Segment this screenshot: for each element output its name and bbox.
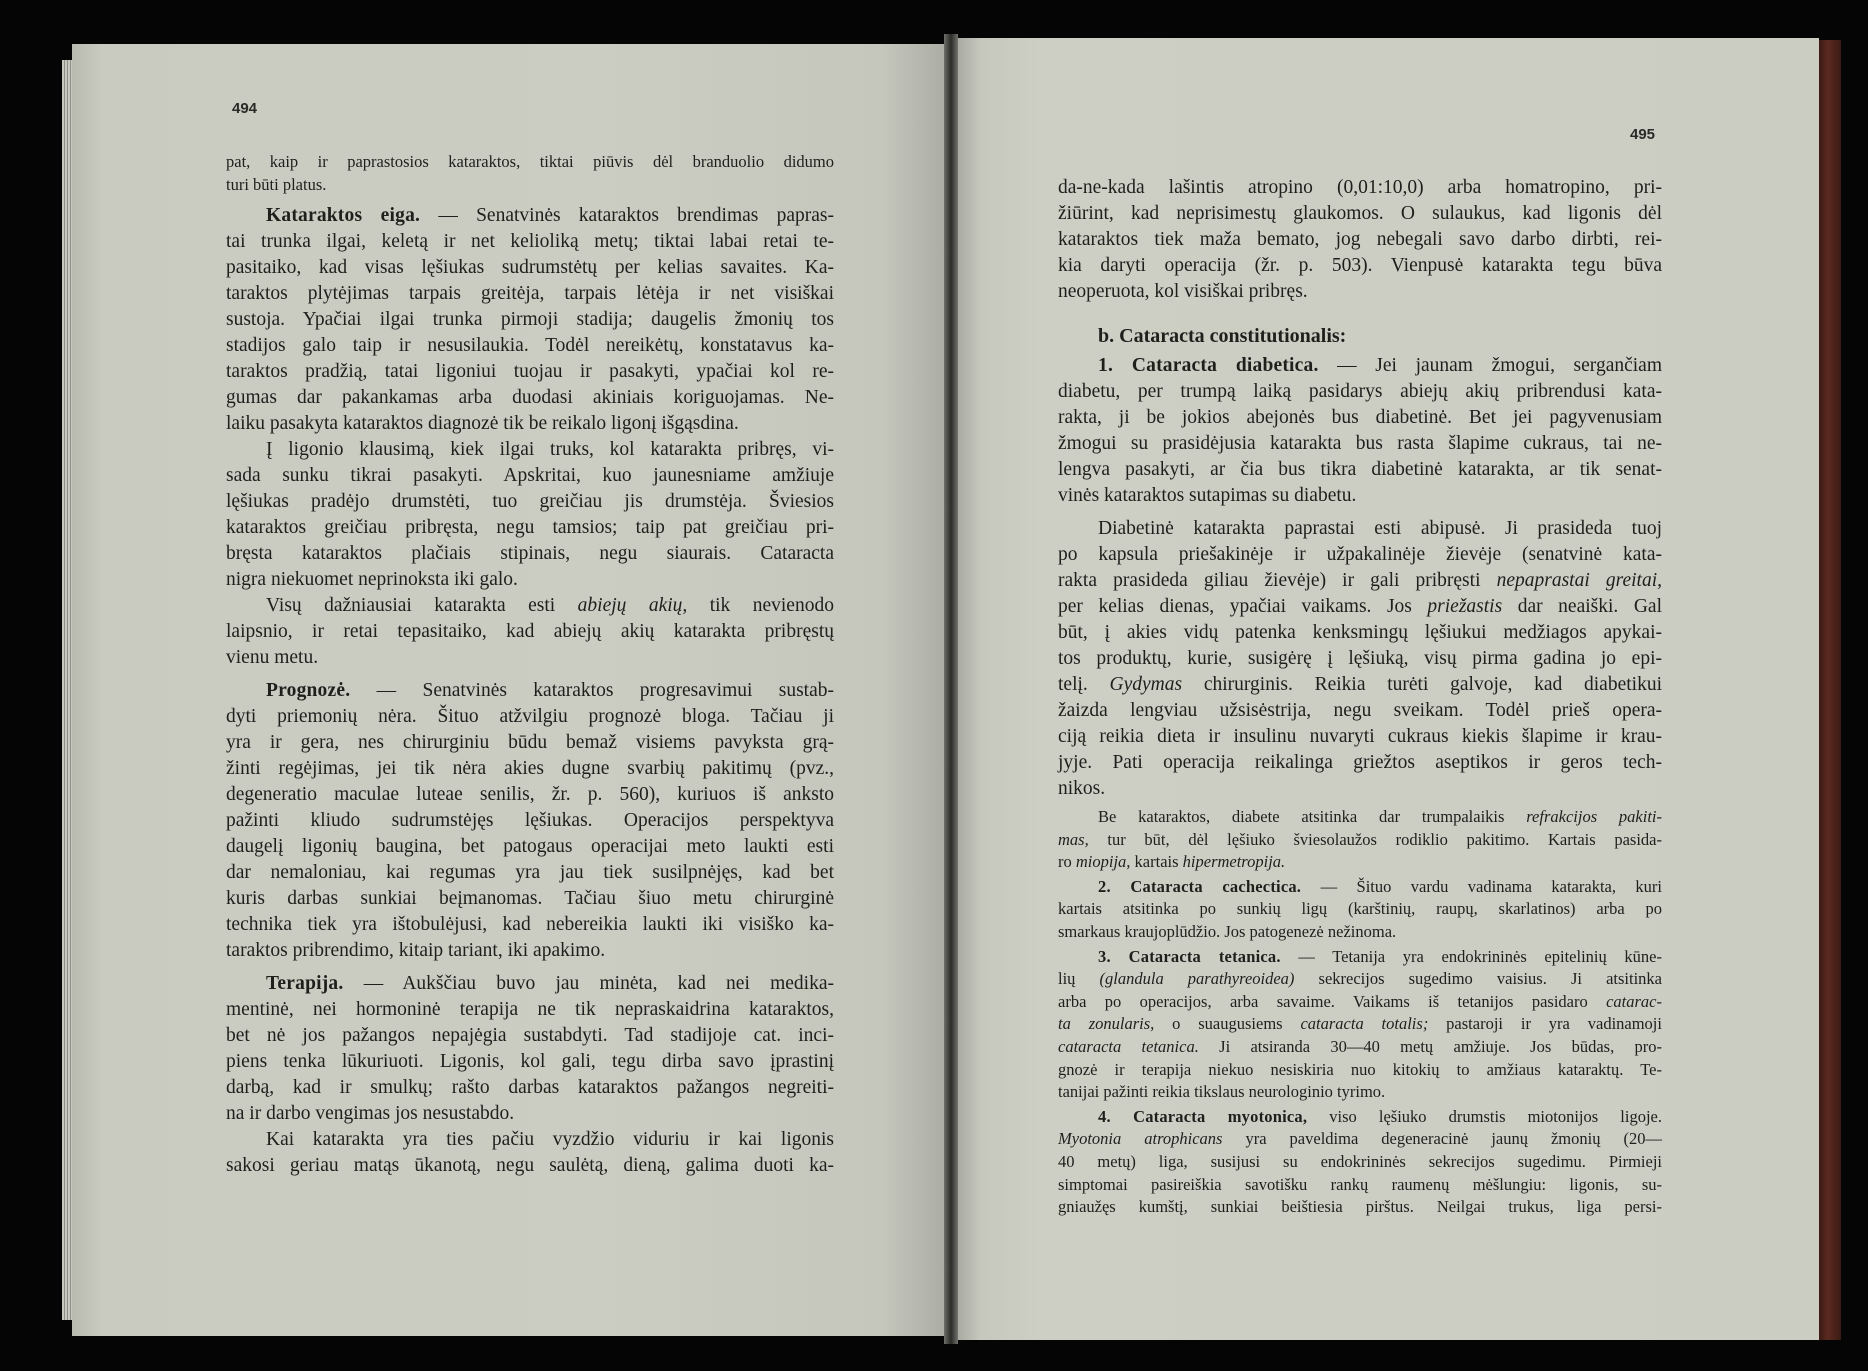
text-run: darbą, kad ir smulkų; rašto darbas kataraktos pažangos negreiti- xyxy=(226,1077,834,1099)
text-run: dar neaiški. Gal xyxy=(1502,596,1662,617)
paragraph xyxy=(226,203,834,437)
text-run: pastaroji ir yra vadinamoji xyxy=(1428,1014,1662,1034)
text-line xyxy=(1058,201,1662,227)
text-run: tos produktų, kurie, susigėrę į lęšiuką, visų pirma gadina jo epi- xyxy=(1058,648,1662,669)
text-line xyxy=(1058,1106,1662,1129)
text-line xyxy=(226,463,834,489)
paragraph xyxy=(1058,353,1662,509)
text-run: — Aukščiau buvo jau minėta, kad nei medika- xyxy=(343,973,834,995)
text-run: rakta prasideda giliau žievėje) ir gali pribręsti xyxy=(1058,570,1497,591)
text-line xyxy=(226,307,834,333)
text-line xyxy=(1058,279,1662,305)
paragraph xyxy=(1058,806,1662,874)
text-run: — Šituo vardu vadinama katarakta, kuri xyxy=(1301,876,1662,896)
text-run: o suaugusiems xyxy=(1154,1014,1301,1034)
italic-run: cataracta tetanica. xyxy=(1058,1036,1199,1056)
text-run: lęšiukas pradėjo drumstėti, tuo greičiau jis drumstėja. Šviesios xyxy=(226,491,834,513)
paragraph xyxy=(226,678,834,964)
text-line xyxy=(226,730,834,756)
bold-run: 4. Cataracta myotonica, xyxy=(1098,1106,1308,1126)
text-run: smarkaus kraujoplūdžio. Jos patogenezė nežinoma. xyxy=(1058,921,1397,941)
italic-run: cataracta totalis; xyxy=(1300,1014,1429,1034)
text-line xyxy=(226,1049,834,1075)
text-run: kartais atsitinka po sunkių ligų (karštinių, raupų, skarlatinos) arba po xyxy=(1058,899,1662,919)
text-line xyxy=(1058,1059,1662,1082)
text-line xyxy=(1058,542,1662,568)
paragraph xyxy=(226,151,834,196)
text-line xyxy=(226,151,834,174)
text-run: taraktos plytėjimas tarpais greitėja, tarpais lėtėja ir net visiškai xyxy=(226,283,834,305)
text-run: telį. xyxy=(1058,674,1110,695)
text-run: nigra niekuomet neprinoksta iki galo. xyxy=(226,569,518,591)
text-line xyxy=(226,203,834,229)
text-line xyxy=(226,229,834,255)
text-run: dyti priemonių nėra. Šituo atžvilgiu prognozė bloga. Tačiau ji xyxy=(226,706,834,728)
text-line xyxy=(226,567,834,593)
text-line xyxy=(226,782,834,808)
text-run: nikos. xyxy=(1058,778,1106,799)
text-line xyxy=(226,756,834,782)
text-run: tur būt, dėl lęšiuko šviesolaužos rodiklio pakitimo. Kartais pasida- xyxy=(1088,829,1662,849)
text-run: gumas dar pakankamas arba duodasi akiniais koriguojamas. Ne- xyxy=(226,387,834,409)
bold-run: Kataraktos eiga. xyxy=(266,205,421,227)
text-run: kartais xyxy=(1130,852,1183,872)
text-run: mentinė, nei hormoninė terapija ne tik nepraskaidrina kataraktos, xyxy=(226,999,834,1021)
text-run: taraktos pradžią, tatai ligoniui tuojau ir pasakyti, ypačiai kol re- xyxy=(226,361,834,383)
text-run: — Jei jaunam žmogui, sergančiam xyxy=(1318,355,1662,376)
italic-run: abiejų akių, xyxy=(577,595,688,617)
italic-run: mas, xyxy=(1058,829,1089,849)
paragraph xyxy=(226,593,834,671)
text-line xyxy=(1058,750,1662,776)
text-run: 40 metų) liga, susijusi su endokrininės sekrecijos sugedimu. Pirmieji xyxy=(1058,1151,1662,1171)
paragraph xyxy=(1058,1106,1662,1219)
book-spine xyxy=(944,34,958,1344)
text-run: jyje. Pati operacija reikalinga griežtos aseptikos ir geros tech- xyxy=(1058,752,1662,773)
text-run: Į ligonio klausimą, kiek ilgai truks, kol katarakta pribręs, vi- xyxy=(266,439,834,461)
text-line xyxy=(1058,806,1662,829)
text-run: daugelį ligonių baugina, bet patogaus operacijai meto laukti esti xyxy=(226,836,834,858)
text-line xyxy=(1058,175,1662,201)
text-run: lių xyxy=(1058,969,1100,989)
text-run: stadijos galo taip ir nesusilaukia. Todėl nereikėtų, konstatavus ka- xyxy=(226,335,834,357)
bold-run: 3. Cataracta tetanica. xyxy=(1098,946,1281,966)
text-line xyxy=(1058,620,1662,646)
text-run: tik nevienodo xyxy=(687,595,834,617)
text-line xyxy=(226,1075,834,1101)
text-line xyxy=(1058,1196,1662,1219)
text-run: — Tetanija yra endokrininės epitelinių kūne- xyxy=(1280,946,1662,966)
paragraph xyxy=(1058,876,1662,944)
text-run: sakosi geriau matąs ūkanotą, negu saulėtą, dieną, galima duoti ka- xyxy=(226,1155,834,1177)
paragraph xyxy=(226,971,834,1127)
right-text-column xyxy=(1058,175,1662,1219)
text-run: vinės kataraktos sutapimas su diabetu. xyxy=(1058,485,1357,506)
text-run: viso lęšiuko drumstis miotonijos ligoje. xyxy=(1307,1106,1662,1126)
book-cover-edge xyxy=(1819,40,1841,1340)
text-line xyxy=(226,411,834,437)
page-number-right: 495 xyxy=(1630,126,1656,143)
text-run: kataraktos greičiau pribręsta, negu tamsios; taip pat greičiau pri- xyxy=(226,517,834,539)
italic-run: hipermetropija. xyxy=(1182,852,1286,872)
text-line xyxy=(1058,1081,1662,1104)
paragraph xyxy=(1058,175,1662,305)
text-run: kuris darbas sunkiai beįmanomas. Tačiau šiuo metu chirurginė xyxy=(226,888,834,910)
text-run: sada sunku tikrai pasakyti. Apskritai, kuo jaunesniame amžiuje xyxy=(226,465,834,487)
text-line xyxy=(1058,321,1662,351)
italic-run: ta zonularis, xyxy=(1058,1014,1155,1034)
italic-run: catarac- xyxy=(1606,991,1662,1011)
text-run: sekrecijos sugedimo vaisius. Ji atsitinka xyxy=(1294,969,1662,989)
text-run: taraktos pribrendimo, kitaip tariant, iki apakimo. xyxy=(226,940,606,962)
text-run: būt, į akies vidų patenka kenksmingų lęšiukui medžiagos apykai- xyxy=(1058,622,1662,643)
text-run: dar nemaloniau, kai regumas yra jau tiek susilpnėjęs, kad bet xyxy=(226,862,834,884)
text-line xyxy=(226,704,834,730)
text-line xyxy=(226,593,834,619)
text-run: Be kataraktos, diabete atsitinka dar trumpalaikis xyxy=(1098,807,1527,826)
text-line xyxy=(1058,646,1662,672)
section-heading xyxy=(1058,321,1662,351)
text-run: degeneratio maculae luteae senilis, žr. p. 560), kuriuos iš anksto xyxy=(226,784,834,806)
text-run: tanijai pažinti reikia tikslaus neurologinio tyrimo. xyxy=(1058,1082,1386,1102)
bold-run: Prognozė. xyxy=(266,680,351,702)
text-line xyxy=(1058,516,1662,542)
text-run: kia daryti operacija (žr. p. 503). Vienpusė katarakta tegu būva xyxy=(1058,255,1662,276)
text-run: gnozė ir terapija niekuo nesiskiria nuo kitokių to amžiaus kataraktų. Te- xyxy=(1058,1059,1662,1079)
text-run: technika tiek yra ištobulėjusi, kad nebereikia laukti iki visiško ka- xyxy=(226,914,834,936)
text-run: lengva pasakyti, ar čia bus tikra diabetinė katarakta, ar tik senat- xyxy=(1058,459,1662,480)
text-line xyxy=(1058,946,1662,969)
bold-run: 1. Cataracta diabetica. xyxy=(1098,355,1319,376)
text-line xyxy=(226,860,834,886)
text-line xyxy=(226,808,834,834)
text-line xyxy=(1058,353,1662,379)
text-line xyxy=(1058,405,1662,431)
text-run: — Senatvinės kataraktos brendimas papras- xyxy=(420,205,834,227)
text-run: ro xyxy=(1058,852,1076,872)
paragraph xyxy=(226,437,834,593)
text-line xyxy=(1058,1128,1662,1151)
text-run: tai trunka ilgai, keletą ir net kelioliką metų; tiktai labai retai te- xyxy=(226,231,834,253)
italic-run: nepaprastai greitai, xyxy=(1496,570,1662,591)
text-line xyxy=(1058,1174,1662,1197)
text-line xyxy=(1058,991,1662,1014)
text-line xyxy=(1058,483,1662,509)
text-run: na ir darbo vengimas jos nesustabdo. xyxy=(226,1103,515,1125)
text-line xyxy=(1058,253,1662,279)
text-line xyxy=(226,489,834,515)
text-run: bręsta kataraktos plačiais stipinais, negu siaurais. Cataracta xyxy=(226,543,834,565)
text-run: po kapsula priešakinėje ir užpakalinėje žievėje (senatvinė kata- xyxy=(1058,544,1662,565)
text-line xyxy=(1058,431,1662,457)
bold-run: 2. Cataracta cachectica. xyxy=(1098,876,1302,896)
text-line xyxy=(226,619,834,645)
text-line xyxy=(226,515,834,541)
text-line xyxy=(1058,672,1662,698)
text-line xyxy=(226,645,834,671)
italic-run: priežastis xyxy=(1427,596,1503,617)
text-run: laipsnio, ir retai tepasitaiko, kad abiejų akių katarakta pribręstų xyxy=(226,621,834,643)
text-line xyxy=(1058,594,1662,620)
italic-run: miopija, xyxy=(1075,852,1131,872)
text-run: laiku pasakyta kataraktos diagnozė tik be reikalo ligonį išgąsdina. xyxy=(226,413,739,435)
text-line xyxy=(1058,227,1662,253)
italic-run: refrakcijos pakiti- xyxy=(1526,807,1662,826)
text-line xyxy=(1058,457,1662,483)
text-run: pažinti kliudo sudrumstėjęs lęšiukas. Operacijos perspektyva xyxy=(226,810,834,832)
text-line xyxy=(1058,776,1662,802)
text-run: Visų dažniausiai katarakta esti xyxy=(266,595,578,617)
text-run: turi būti platus. xyxy=(226,174,327,194)
paragraph xyxy=(226,1127,834,1179)
text-run: ciją reikia dieta ir insulinu nuvaryti cukraus kiekis šlapime ir krau- xyxy=(1058,726,1662,747)
text-run: rakta, ji be jokios abejonės bus diabetinė. Bet jei pagyvenusiam xyxy=(1058,407,1662,428)
text-line xyxy=(226,255,834,281)
paragraph xyxy=(1058,946,1662,1104)
text-line xyxy=(226,938,834,964)
text-run: piens tenka lūkuriuoti. Ligonis, kol gali, tegu dirba savo įprastinį xyxy=(226,1051,834,1073)
text-line xyxy=(1058,829,1662,852)
text-run: — Senatvinės kataraktos progresavimui sustab- xyxy=(350,680,834,702)
text-line xyxy=(1058,568,1662,594)
italic-run: Myotonia atrophicans xyxy=(1058,1129,1223,1149)
text-run: da-ne-kada lašintis atropino (0,01:10,0) arba homatropino, pri- xyxy=(1058,177,1662,198)
text-run: bet nė jos pažangos nepajėgia sustabdyti. Tad stadijoje cat. inci- xyxy=(226,1025,834,1047)
text-line xyxy=(226,437,834,463)
text-line xyxy=(1058,1013,1662,1036)
text-line xyxy=(1058,968,1662,991)
text-run: diabetu, per trumpą laiką pasidarys abiejų akių pribrendusi kata- xyxy=(1058,381,1662,402)
text-line xyxy=(226,1153,834,1179)
text-run: kataraktos tiek maža bemato, jog nebegali savo darbo dirbti, rei- xyxy=(1058,229,1662,250)
text-line xyxy=(1058,724,1662,750)
text-line xyxy=(1058,379,1662,405)
text-line xyxy=(1058,921,1662,944)
text-run: žiūrint, kad neprisimestų glaukomos. O sulaukus, kad ligonis dėl xyxy=(1058,203,1662,224)
text-run: pat, kaip ir paprastosios kataraktos, tiktai piūvis dėl branduolio didumo xyxy=(226,152,834,171)
italic-run: Gydymas xyxy=(1109,674,1183,695)
text-run: neoperuota, kol visiškai pribręs. xyxy=(1058,281,1308,302)
text-line xyxy=(226,1101,834,1127)
text-run: vienu metu. xyxy=(226,647,319,669)
text-run: chirurginis. Reikia turėti galvoje, kad diabetikui xyxy=(1182,674,1662,695)
text-line xyxy=(226,971,834,997)
text-line xyxy=(226,997,834,1023)
text-line xyxy=(226,359,834,385)
text-run: žmogui su prasidėjusia katarakta bus rasta šlapime cukraus, tai ne- xyxy=(1058,433,1662,454)
text-run: yra ir gera, nes chirurginiu būdu bemaž visiems pavyksta grą- xyxy=(226,732,834,754)
text-line xyxy=(226,886,834,912)
text-run: simptomai pasireiškia savotišku rankų raumenų mėšlungiu: ligonis, su- xyxy=(1058,1174,1662,1194)
text-line xyxy=(226,912,834,938)
text-line xyxy=(226,541,834,567)
bold-run: Terapija. xyxy=(266,973,344,995)
text-line xyxy=(226,385,834,411)
paragraph xyxy=(1058,516,1662,802)
text-run: yra paveldima degeneracinė jaunų žmonių (20— xyxy=(1222,1129,1662,1149)
text-line xyxy=(226,834,834,860)
text-line xyxy=(1058,1036,1662,1059)
text-run: žinti regėjimas, jei tik nėra akies dugne svarbių pakitimų (pvz., xyxy=(226,758,834,780)
text-run: Diabetinė katarakta paprastai esti abipusė. Ji prasideda tuoj xyxy=(1098,518,1662,539)
text-run: sustoja. Ypačiai ilgai trunka pirmoji stadija; daugelis žmonių tos xyxy=(226,309,834,331)
text-run: Kai katarakta yra ties pačiu vyzdžio viduriu ir kai ligonis xyxy=(266,1129,834,1151)
page-number-left: 494 xyxy=(232,100,258,117)
text-run: b. Cataracta constitutionalis: xyxy=(1098,325,1347,347)
italic-run: (glandula parathyreoidea) xyxy=(1099,969,1295,989)
text-run: per kelias dienas, ypačiai vaikams. Jos xyxy=(1058,596,1428,617)
text-run: arba po operacijos, arba savaime. Vaikams iš tetanijos pasidaro xyxy=(1058,991,1607,1011)
text-line xyxy=(1058,851,1662,874)
text-line xyxy=(1058,898,1662,921)
text-line xyxy=(226,281,834,307)
text-line xyxy=(226,174,834,197)
text-line xyxy=(226,1127,834,1153)
text-line xyxy=(1058,1151,1662,1174)
text-line xyxy=(226,333,834,359)
text-line xyxy=(1058,876,1662,899)
left-text-column xyxy=(226,151,834,1179)
text-line xyxy=(226,1023,834,1049)
text-line xyxy=(226,678,834,704)
text-run: žaizda lengviau užsisėstrija, negu sveikam. Todėl prieš opera- xyxy=(1058,700,1662,721)
text-run: Ji atsiranda 30—40 metų amžiuje. Jos būdas, pro- xyxy=(1198,1036,1663,1056)
text-line xyxy=(1058,698,1662,724)
text-run: pasitaiko, kad visas lęšiukas sudrumstėtų per kelias savaites. Ka- xyxy=(226,257,834,279)
text-run: gniaužęs kumštį, sunkiai beištiesia pirštus. Neilgai trukus, liga persi- xyxy=(1058,1197,1662,1217)
